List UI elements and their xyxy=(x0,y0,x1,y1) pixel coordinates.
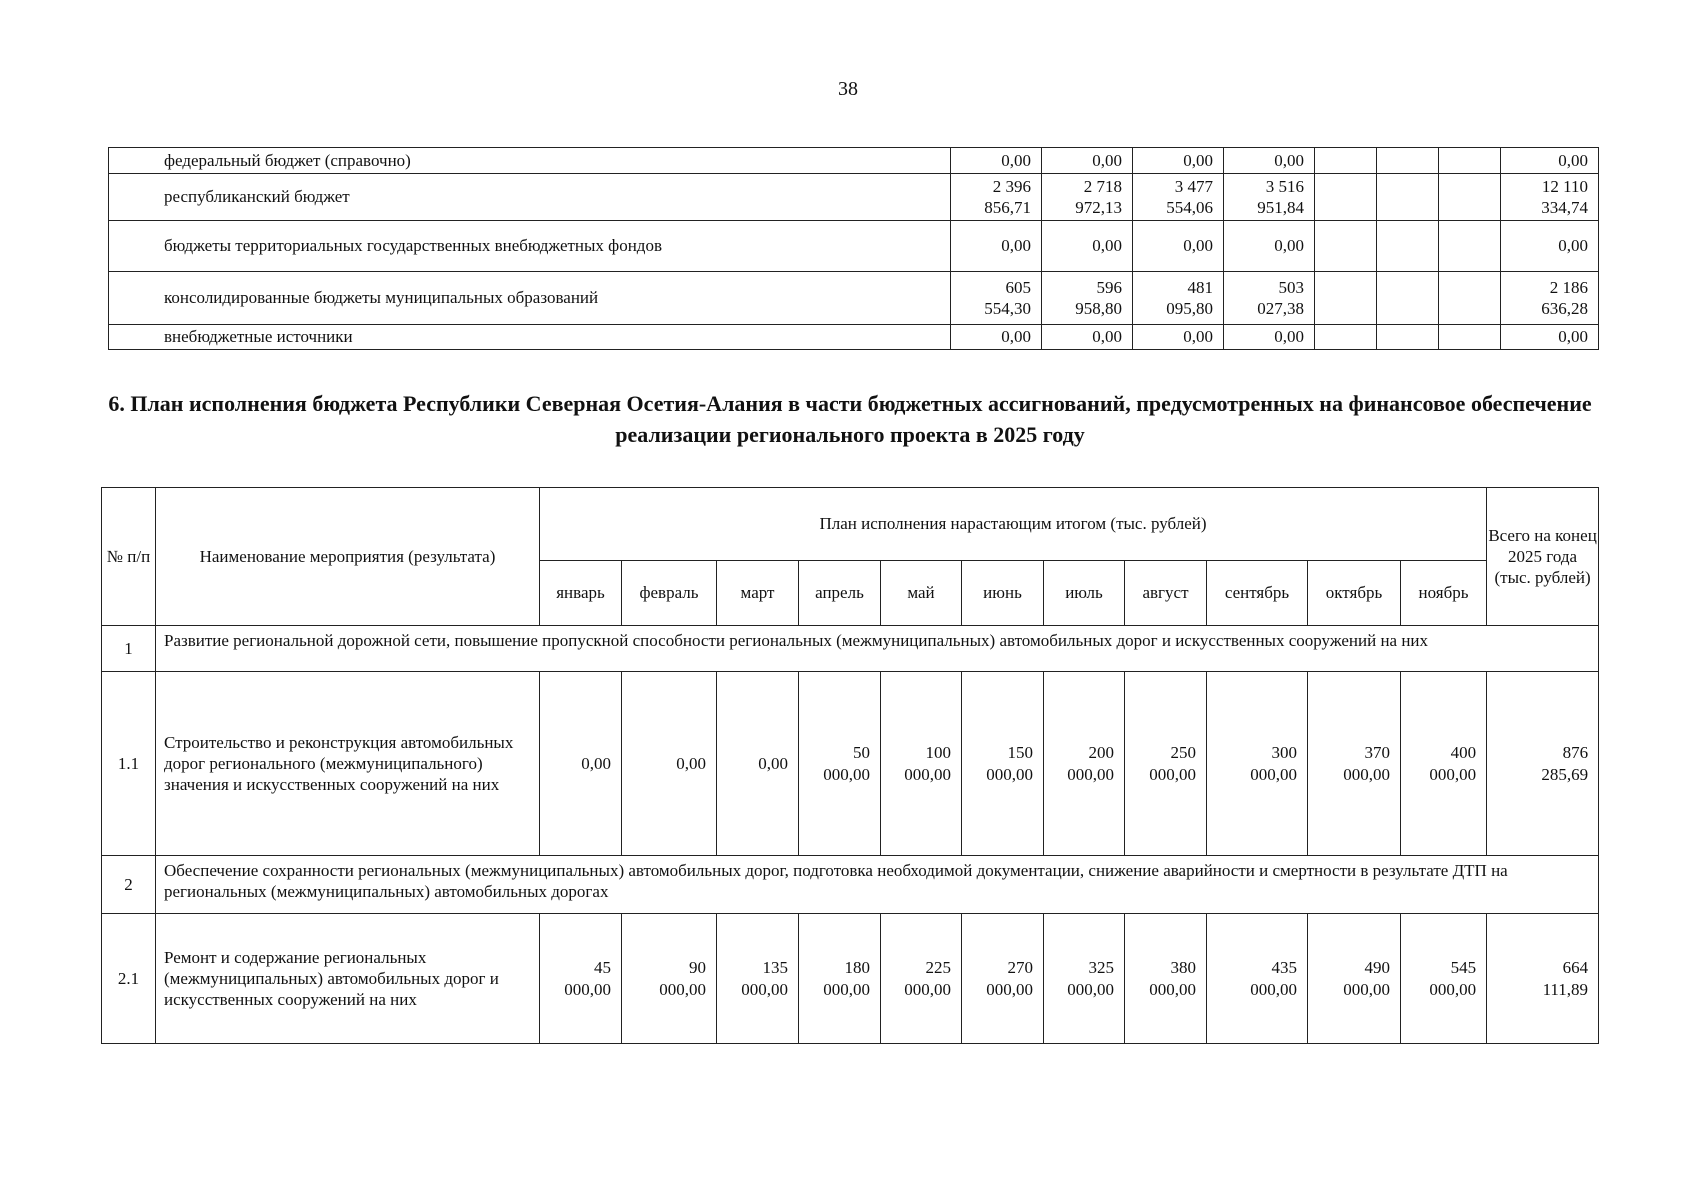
month-header: май xyxy=(881,561,962,626)
funding-value xyxy=(1377,325,1439,350)
month-value: 0,00 xyxy=(717,672,799,856)
funding-value: 0,00 xyxy=(1133,325,1224,350)
funding-value: 0,00 xyxy=(1042,325,1133,350)
funding-value: 0,00 xyxy=(951,148,1042,174)
month-header: февраль xyxy=(622,561,717,626)
funding-row xyxy=(109,221,1599,272)
item-name: Строительство и реконструкция автомобильных дорог регионального (межмуниципального) значения и искусственных сооружений на них xyxy=(156,672,540,856)
month-header: июнь xyxy=(962,561,1044,626)
funding-row xyxy=(109,148,1599,174)
funding-value xyxy=(1315,272,1377,325)
funding-value xyxy=(1439,272,1501,325)
funding-value: 3 516 951,84 xyxy=(1224,174,1315,221)
funding-value: 0,00 xyxy=(1501,148,1599,174)
item-total: 876 285,69 xyxy=(1487,672,1599,856)
funding-value: 0,00 xyxy=(1133,221,1224,272)
header-num: № п/п xyxy=(102,488,156,626)
row-num: 1.1 xyxy=(102,672,156,856)
group-row xyxy=(102,856,1599,914)
month-value: 325 000,00 xyxy=(1044,914,1125,1044)
funding-value xyxy=(1377,148,1439,174)
funding-value xyxy=(1439,221,1501,272)
month-value: 0,00 xyxy=(540,672,622,856)
group-text: Развитие региональной дорожной сети, повышение пропускной способности региональных (межмуниципальных) автомобильных дорог и искусственных сооружений на них xyxy=(156,626,1599,672)
month-value: 225 000,00 xyxy=(881,914,962,1044)
month-header: январь xyxy=(540,561,622,626)
funding-value: 0,00 xyxy=(1224,148,1315,174)
funding-source-name: бюджеты территориальных государственных внебюджетных фондов xyxy=(109,221,951,272)
month-value: 180 000,00 xyxy=(799,914,881,1044)
month-value: 400 000,00 xyxy=(1401,672,1487,856)
month-header: октябрь xyxy=(1308,561,1401,626)
funding-value xyxy=(1315,148,1377,174)
month-header: июль xyxy=(1044,561,1125,626)
funding-value xyxy=(1377,221,1439,272)
header-plan: План исполнения нарастающим итогом (тыс. рублей) xyxy=(540,488,1487,561)
funding-value xyxy=(1439,148,1501,174)
funding-source-name: внебюджетные источники xyxy=(109,325,951,350)
funding-value: 0,00 xyxy=(1501,325,1599,350)
month-header: март xyxy=(717,561,799,626)
funding-value: 3 477 554,06 xyxy=(1133,174,1224,221)
funding-source-name: республиканский бюджет xyxy=(109,174,951,221)
header-total: Всего на конец 2025 года (тыс. рублей) xyxy=(1487,488,1599,626)
month-value: 45 000,00 xyxy=(540,914,622,1044)
funding-value xyxy=(1377,272,1439,325)
month-value: 380 000,00 xyxy=(1125,914,1207,1044)
month-value: 270 000,00 xyxy=(962,914,1044,1044)
funding-value xyxy=(1377,174,1439,221)
month-value: 135 000,00 xyxy=(717,914,799,1044)
month-value: 545 000,00 xyxy=(1401,914,1487,1044)
funding-value: 0,00 xyxy=(1133,148,1224,174)
item-row xyxy=(102,914,1599,1044)
page-number: 38 xyxy=(838,78,858,100)
month-value: 0,00 xyxy=(622,672,717,856)
funding-value: 503 027,38 xyxy=(1224,272,1315,325)
funding-value xyxy=(1315,174,1377,221)
group-row xyxy=(102,626,1599,672)
month-value: 100 000,00 xyxy=(881,672,962,856)
funding-value: 12 110 334,74 xyxy=(1501,174,1599,221)
funding-row xyxy=(109,325,1599,350)
funding-row xyxy=(109,174,1599,221)
month-value: 300 000,00 xyxy=(1207,672,1308,856)
month-value: 150 000,00 xyxy=(962,672,1044,856)
item-total: 664 111,89 xyxy=(1487,914,1599,1044)
month-header: апрель xyxy=(799,561,881,626)
row-num: 1 xyxy=(102,626,156,672)
funding-value xyxy=(1439,325,1501,350)
month-value: 435 000,00 xyxy=(1207,914,1308,1044)
funding-value: 2 718 972,13 xyxy=(1042,174,1133,221)
month-value: 250 000,00 xyxy=(1125,672,1207,856)
funding-value: 0,00 xyxy=(951,325,1042,350)
header-name: Наименование мероприятия (результата) xyxy=(156,488,540,626)
funding-value: 0,00 xyxy=(1224,325,1315,350)
item-name: Ремонт и содержание региональных (межмуниципальных) автомобильных дорог и искусственных сооружений на них xyxy=(156,914,540,1044)
group-text: Обеспечение сохранности региональных (межмуниципальных) автомобильных дорог, подготовка необходимой документации, снижение аварийности и смертности в результате ДТП на региональных (межмуниципальных) автомобильных дорогах xyxy=(156,856,1599,914)
section-title: 6. План исполнения бюджета Республики Северная Осетия-Алания в части бюджетных ассигнований, предусмотренных на финансовое обеспечение реализации регионального проекта в 2025 году xyxy=(108,391,1592,447)
row-num: 2 xyxy=(102,856,156,914)
funding-value xyxy=(1315,325,1377,350)
funding-value: 0,00 xyxy=(1501,221,1599,272)
month-value: 370 000,00 xyxy=(1308,672,1401,856)
funding-value: 596 958,80 xyxy=(1042,272,1133,325)
month-header: сентябрь xyxy=(1207,561,1308,626)
funding-row xyxy=(109,272,1599,325)
funding-value: 0,00 xyxy=(951,221,1042,272)
month-value: 200 000,00 xyxy=(1044,672,1125,856)
funding-value: 481 095,80 xyxy=(1133,272,1224,325)
funding-value xyxy=(1315,221,1377,272)
month-value: 50 000,00 xyxy=(799,672,881,856)
funding-value: 0,00 xyxy=(1042,221,1133,272)
funding-sources-table xyxy=(108,147,1599,350)
funding-value: 0,00 xyxy=(1042,148,1133,174)
funding-value: 0,00 xyxy=(1224,221,1315,272)
funding-value xyxy=(1439,174,1501,221)
item-row xyxy=(102,672,1599,856)
month-header: ноябрь xyxy=(1401,561,1487,626)
row-num: 2.1 xyxy=(102,914,156,1044)
funding-value: 605 554,30 xyxy=(951,272,1042,325)
funding-value: 2 396 856,71 xyxy=(951,174,1042,221)
funding-source-name: федеральный бюджет (справочно) xyxy=(109,148,951,174)
budget-plan-table xyxy=(101,487,1599,1044)
funding-source-name: консолидированные бюджеты муниципальных образований xyxy=(109,272,951,325)
funding-value: 2 186 636,28 xyxy=(1501,272,1599,325)
month-header: август xyxy=(1125,561,1207,626)
month-value: 90 000,00 xyxy=(622,914,717,1044)
header-row xyxy=(102,488,1599,561)
month-value: 490 000,00 xyxy=(1308,914,1401,1044)
